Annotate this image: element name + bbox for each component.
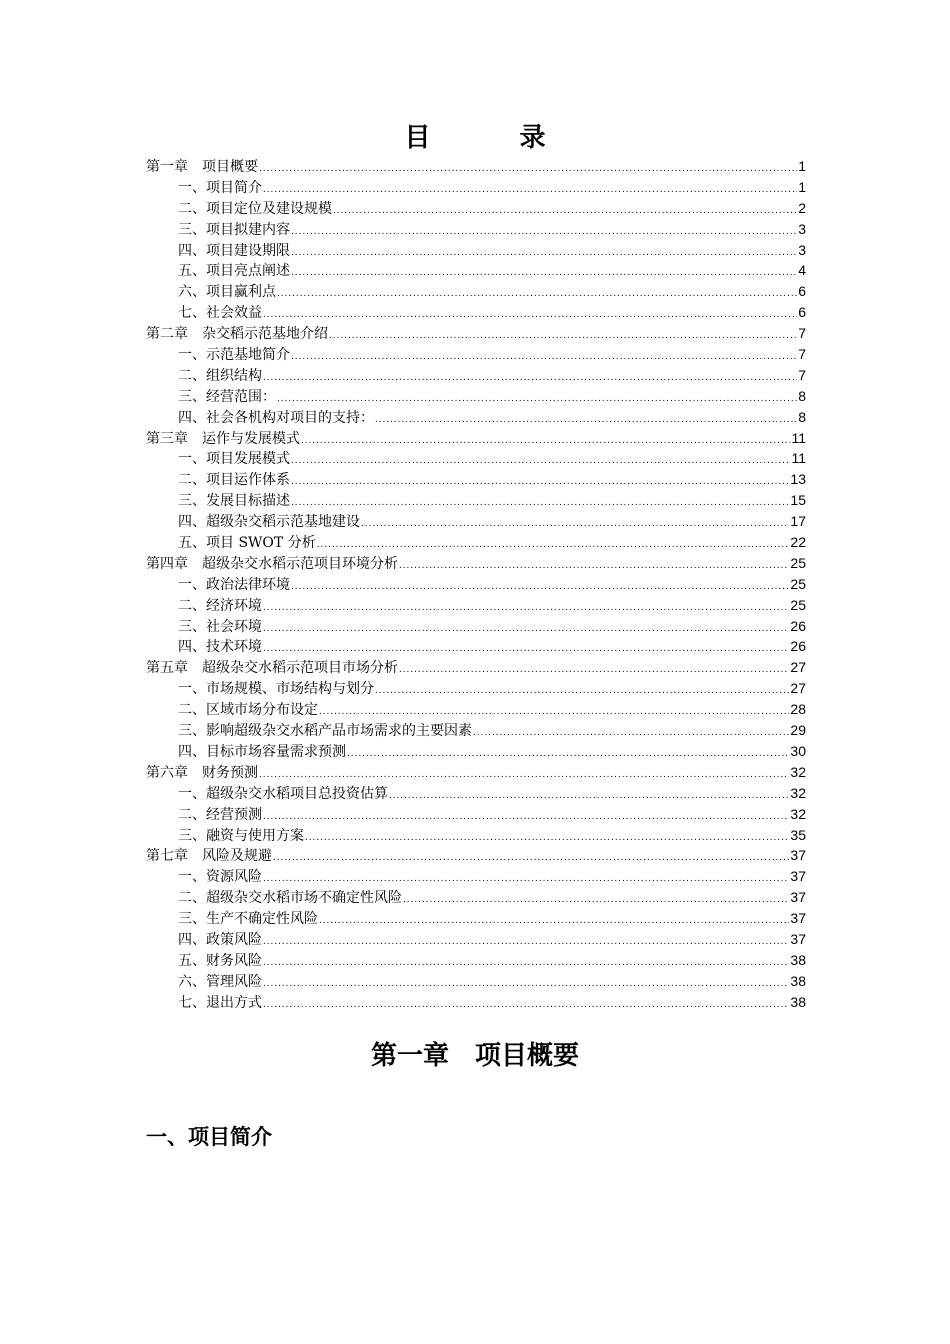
toc-entry-label: 一、项目发展模式 [178, 451, 290, 468]
toc-section-entry[interactable] [146, 448, 806, 469]
toc-entry-page-number: 8 [798, 387, 806, 404]
toc-dot-leader [319, 911, 789, 932]
toc-entry-page-number: 26 [790, 638, 806, 655]
toc-entry-label: 二、项目定位及建设规模 [178, 200, 332, 217]
toc-dot-leader [291, 451, 790, 472]
toc-entry-label: 二、超级杂交水稻市场不确定性风险 [178, 890, 402, 907]
toc-section-entry[interactable] [146, 783, 806, 804]
toc-dot-leader [291, 263, 797, 284]
toc-entry-page-number: 22 [790, 534, 806, 551]
toc-chapter-entry[interactable] [146, 845, 806, 866]
toc-entry-label: 四、社会各机构对项目的支持： [178, 409, 374, 426]
toc-entry-label: 四、目标市场容量需求预测 [178, 743, 346, 760]
toc-dot-leader [263, 639, 789, 660]
toc-dot-leader [263, 932, 789, 953]
toc-dot-leader [263, 807, 789, 828]
toc-section-entry[interactable] [146, 741, 806, 762]
toc-chapter-entry[interactable] [146, 553, 806, 574]
toc-section-entry[interactable] [146, 240, 806, 261]
toc-entry-page-number: 27 [790, 680, 806, 697]
toc-entry-label: 五、财务风险 [178, 952, 262, 969]
toc-entry-label: 三、影响超级杂交水稻产品市场需求的主要因素 [178, 723, 472, 740]
toc-entry-page-number: 37 [790, 868, 806, 885]
toc-entry-label: 第五章 超级杂交水稻示范项目市场分析 [146, 660, 398, 677]
toc-section-entry[interactable] [146, 469, 806, 490]
toc-entry-label: 二、区域市场分布设定 [178, 702, 318, 719]
toc-dot-leader [263, 953, 789, 974]
toc-entry-label: 七、社会效益 [178, 305, 262, 322]
toc-entry-page-number: 3 [798, 241, 806, 258]
toc-dot-leader [361, 514, 789, 535]
toc-entry-label: 第一章 项目概要 [146, 159, 258, 175]
toc-section-entry[interactable] [146, 720, 806, 741]
toc-entry-label: 二、项目运作体系 [178, 472, 290, 489]
toc-entry-page-number: 25 [790, 554, 806, 571]
toc-dot-leader [319, 702, 789, 723]
toc-dot-leader [403, 890, 789, 911]
toc-dot-leader [399, 660, 789, 681]
toc-entry-label: 三、发展目标描述 [178, 493, 290, 510]
toc-entry-label: 二、经济环境 [178, 597, 262, 614]
toc-dot-leader [375, 681, 789, 702]
toc-entry-page-number: 4 [798, 262, 806, 279]
toc-section-entry[interactable] [146, 511, 806, 532]
toc-entry-label: 二、经营预测 [178, 806, 262, 823]
toc-entry-label: 第七章 风险及规避 [146, 848, 272, 865]
table-of-contents [146, 156, 806, 1013]
toc-section-entry[interactable] [146, 636, 806, 657]
chapter-heading: 第一章 项目概要 [370, 1041, 579, 1071]
toc-section-entry[interactable] [146, 177, 806, 198]
toc-section-entry[interactable] [146, 281, 806, 302]
toc-entry-page-number: 2 [798, 199, 806, 216]
toc-entry-label: 五、项目亮点阐述 [178, 263, 290, 280]
toc-section-entry[interactable] [146, 616, 806, 637]
toc-entry-label: 一、政治法律环境 [178, 576, 290, 593]
toc-entry-label: 五、项目 SWOT 分析 [178, 535, 316, 552]
toc-dot-leader [389, 786, 789, 807]
toc-entry-page-number: 30 [790, 742, 806, 759]
toc-dot-leader [317, 535, 790, 556]
toc-entry-label: 第三章 运作与发展模式 [146, 430, 300, 447]
toc-section-entry[interactable] [146, 866, 806, 887]
toc-dot-leader [263, 180, 797, 201]
toc-dot-leader [263, 995, 789, 1016]
toc-section-entry[interactable] [146, 929, 806, 950]
toc-entry-page-number: 29 [790, 722, 806, 739]
toc-dot-leader [259, 159, 797, 180]
toc-entry-label: 二、组织结构 [178, 367, 262, 384]
toc-dot-leader [347, 744, 789, 765]
toc-chapter-entry[interactable] [146, 156, 806, 177]
toc-section-entry[interactable] [146, 219, 806, 240]
toc-section-entry[interactable] [146, 490, 806, 511]
toc-entry-label: 一、市场规模、市场结构与划分 [178, 681, 374, 698]
toc-dot-leader [263, 368, 797, 389]
toc-dot-leader [263, 305, 797, 326]
toc-entry-label: 四、政策风险 [178, 931, 262, 948]
toc-dot-leader [329, 326, 797, 347]
toc-entry-page-number: 37 [790, 847, 806, 864]
toc-section-entry[interactable] [146, 407, 806, 428]
toc-entry-label: 第四章 超级杂交水稻示范项目环境分析 [146, 555, 398, 572]
toc-section-entry[interactable] [146, 532, 806, 553]
toc-entry-page-number: 32 [790, 805, 806, 822]
toc-entry-label: 一、示范基地简介 [178, 347, 290, 364]
toc-dot-leader [291, 472, 789, 493]
toc-dot-leader [473, 723, 789, 744]
toc-dot-leader [291, 222, 797, 243]
toc-dot-leader [277, 389, 797, 410]
toc-entry-page-number: 1 [798, 178, 806, 195]
toc-entry-page-number: 38 [790, 993, 806, 1010]
section-heading: 一、项目简介 [146, 1124, 272, 1149]
toc-section-entry[interactable] [146, 344, 806, 365]
toc-chapter-entry[interactable] [146, 323, 806, 344]
toc-entry-page-number: 38 [790, 951, 806, 968]
toc-dot-leader [263, 619, 789, 640]
toc-dot-leader [277, 284, 797, 305]
toc-entry-page-number: 28 [790, 701, 806, 718]
toc-entry-page-number: 6 [798, 304, 806, 321]
toc-dot-leader [273, 848, 789, 869]
toc-dot-leader [291, 243, 797, 264]
toc-section-entry[interactable] [146, 595, 806, 616]
toc-entry-page-number: 6 [798, 283, 806, 300]
toc-entry-label: 四、技术环境 [178, 639, 262, 656]
toc-entry-page-number: 26 [790, 617, 806, 634]
toc-entry-page-number: 11 [791, 429, 806, 446]
toc-entry-page-number: 17 [790, 513, 806, 530]
toc-section-entry[interactable] [146, 386, 806, 407]
toc-entry-page-number: 7 [798, 325, 806, 342]
toc-section-entry[interactable] [146, 302, 806, 323]
toc-dot-leader [333, 201, 797, 222]
toc-entry-page-number: 38 [790, 972, 806, 989]
toc-dot-leader [263, 974, 789, 995]
toc-entry-label: 三、生产不确定性风险 [178, 911, 318, 928]
toc-entry-page-number: 32 [790, 763, 806, 780]
toc-dot-leader [291, 347, 797, 368]
toc-entry-page-number: 7 [798, 346, 806, 363]
toc-entry-page-number: 8 [798, 408, 806, 425]
toc-dot-leader [291, 577, 789, 598]
toc-entry-label: 一、项目简介 [178, 179, 262, 196]
toc-entry-page-number: 25 [790, 596, 806, 613]
toc-entry-page-number: 32 [790, 784, 806, 801]
toc-entry-label: 三、融资与使用方案 [178, 827, 304, 844]
toc-entry-label: 一、超级杂交水稻项目总投资估算 [178, 785, 388, 802]
toc-entry-label: 四、超级杂交稻示范基地建设 [178, 514, 360, 531]
toc-section-entry[interactable] [146, 950, 806, 971]
toc-entry-page-number: 7 [798, 366, 806, 383]
toc-entry-label: 三、社会环境 [178, 618, 262, 635]
toc-dot-leader [305, 828, 789, 849]
toc-dot-leader [259, 765, 789, 786]
toc-section-entry[interactable] [146, 678, 806, 699]
toc-entry-label: 六、项目赢利点 [178, 284, 276, 301]
toc-dot-leader [301, 431, 790, 452]
toc-section-entry[interactable] [146, 992, 806, 1013]
toc-dot-leader [375, 410, 797, 431]
toc-entry-label: 四、项目建设期限 [178, 242, 290, 259]
toc-entry-label: 七、退出方式 [178, 994, 262, 1011]
toc-section-entry[interactable] [146, 699, 806, 720]
toc-section-entry[interactable] [146, 574, 806, 595]
toc-section-entry[interactable] [146, 365, 806, 386]
toc-entry-page-number: 15 [790, 492, 806, 509]
toc-dot-leader [263, 598, 789, 619]
toc-entry-label: 一、资源风险 [178, 869, 262, 886]
toc-entry-label: 第六章 财务预测 [146, 764, 258, 781]
toc-section-entry[interactable] [146, 825, 806, 846]
toc-dot-leader [263, 869, 789, 890]
toc-chapter-entry[interactable] [146, 762, 806, 783]
toc-section-entry[interactable] [146, 198, 806, 219]
toc-entry-label: 第二章 杂交稻示范基地介绍 [146, 326, 328, 343]
toc-dot-leader [291, 493, 789, 514]
toc-entry-label: 六、管理风险 [178, 973, 262, 990]
toc-dot-leader [399, 556, 789, 577]
toc-title: 目 录 [404, 123, 586, 153]
toc-entry-page-number: 25 [790, 575, 806, 592]
toc-entry-page-number: 1 [798, 158, 806, 174]
toc-entry-page-number: 13 [790, 471, 806, 488]
toc-entry-page-number: 35 [790, 826, 806, 843]
toc-entry-page-number: 3 [798, 220, 806, 237]
toc-entry-label: 三、经营范围： [178, 388, 276, 405]
toc-entry-page-number: 37 [790, 889, 806, 906]
toc-section-entry[interactable] [146, 908, 806, 929]
toc-entry-page-number: 27 [790, 659, 806, 676]
toc-chapter-entry[interactable] [146, 657, 806, 678]
toc-chapter-entry[interactable] [146, 428, 806, 449]
toc-section-entry[interactable] [146, 971, 806, 992]
toc-section-entry[interactable] [146, 260, 806, 281]
toc-section-entry[interactable] [146, 887, 806, 908]
toc-section-entry[interactable] [146, 804, 806, 825]
toc-entry-label: 三、项目拟建内容 [178, 221, 290, 238]
toc-entry-page-number: 11 [791, 450, 806, 467]
toc-entry-page-number: 37 [790, 930, 806, 947]
toc-entry-page-number: 37 [790, 910, 806, 927]
